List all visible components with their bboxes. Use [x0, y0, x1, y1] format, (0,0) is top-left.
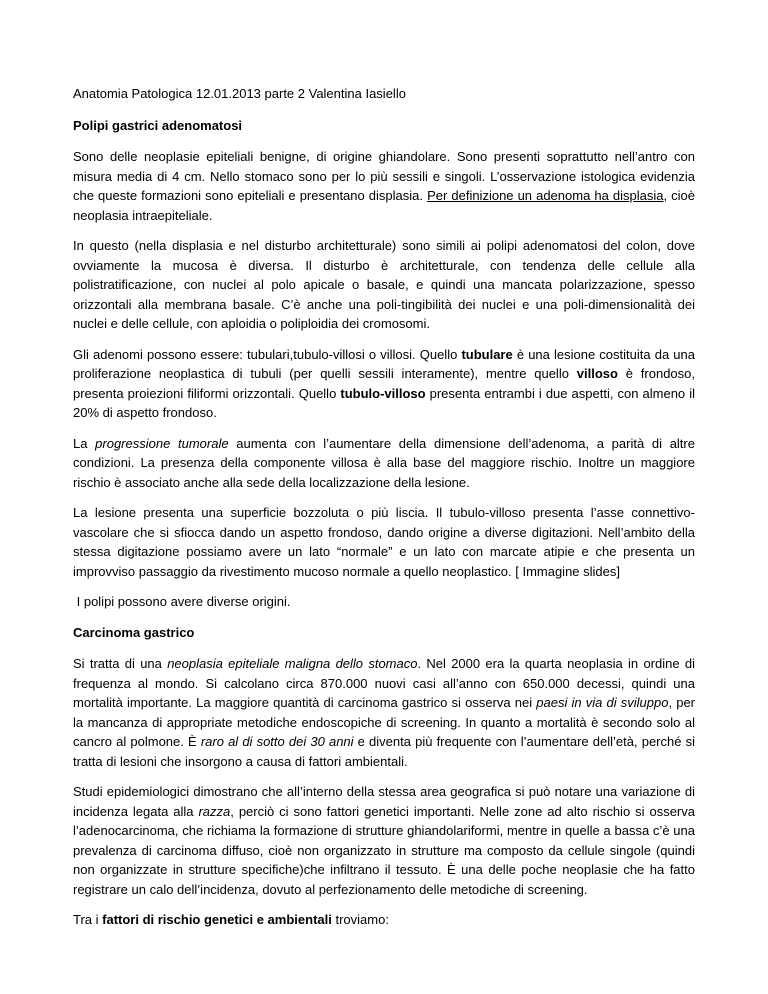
paragraph-fattori-rischio: Tra i fattori di rischio genetici e ambientali troviamo:: [73, 912, 389, 927]
paragraph-polipi-definition: Sono delle neoplasie epiteliali benigne, di origine ghiandolare. Sono presenti soprattutto nell’antro con misura media di 4 cm. Nello stomaco sono per lo più sessili e singoli. L’osservazione istologica evidenzia che queste formazioni sono epiteliali e presentano displasia. Per definizione un adenoma ha displasia, cioè neoplasia intraepiteliale.: [73, 149, 696, 223]
underlined-definition: Per definizione un adenoma ha displasia: [427, 188, 664, 203]
term-villoso: villoso: [576, 366, 618, 381]
term-progressione-tumorale: progressione tumorale: [95, 435, 229, 451]
paragraph-carcinoma-intro: Si tratta di una neoplasia epiteliale maligna dello stomaco. Nel 2000 era la quarta neoplasia in ordine di frequenza al mondo. Si calcolano circa 870.000 nuovi casi all’anno con 650.000 decessi, quindi una mortalità importante. La maggiore quantità di carcinoma gastrico si osserva nei paesi in via di sviluppo, per la mancanza di appropriate metodiche endoscopiche di screening. In quanto a mortalità è secondo solo al cancro al polmone. È raro al di sotto dei 30 anni e diventa più frequente con l’aumentare dell’età, perché si tratta di lesioni che insorgono a causa di fattori ambientali.: [73, 656, 696, 769]
term-tubulare: tubulare: [461, 346, 513, 362]
paragraph-lesione: La lesione presenta una superficie bozzoluta o più liscia. Il tubulo-villoso presenta l’asse connettivo-vascolare che si sfiocca dando un aspetto frondoso, dando origine a diverse digitazioni. Nell’ambito della stessa digitazione possiamo avere un lato “normale” e un lato con marcate atipie e che presenta un improvviso passaggio da rivestimento mucoso normale a quello neoplastico. [ Immagine slides]: [73, 505, 695, 579]
section-heading-polipi: Polipi gastrici adenomatosi: [73, 117, 243, 133]
document-title: Anatomia Patologica 12.01.2013 parte 2 Valentina Iasiello: [73, 86, 406, 101]
paragraph-displasia: In questo (nella displasia e nel disturbo architetturale) sono simili ai polipi adenomatosi del colon, dove ovviamente la mucosa è diversa. Il disturbo è architetturale, con tendenza delle cellule alla polistratificazione, con nuclei al polo apicale o basale, e quindi una mancata polarizzazione, spesso orizzontali alla membrana basale. C’è anche una poli-tingibilità dei nuclei e una poli-dimensionalità dei nuclei e delle cellule, con aploidia o poliploidia dei cromosomi.: [73, 238, 695, 331]
term-raro-30-anni: raro al di sotto dei 30 anni: [200, 734, 354, 749]
term-fattori-rischio: fattori di rischio genetici e ambientali: [102, 912, 332, 927]
paragraph-epidemiologia: Studi epidemiologici dimostrano che all’interno della stessa area geografica si può notare una variazione di incidenza legata alla razza, perciò ci sono fattori genetici importanti. Nelle zone ad alto rischio si osserva l’adenocarcinoma, che richiama la formazione di strutture ghiandolariformi, mentre in quelle a bassa c’è una prevalenza di carcinoma diffuso, cioè non organizzato in strutture ma composto da cellule singole (quindi non organizzate in strutture specifiche)che infiltrano il tessuto. È una delle poche neoplasie che ha fatto registrare un calo dell’incidenza, dovuto al perfezionamento delle metodiche di screening.: [73, 784, 695, 897]
term-neoplasia-maligna: neoplasia epiteliale maligna dello stomaco: [167, 656, 418, 671]
term-paesi-sviluppo: paesi in via di sviluppo: [536, 695, 669, 710]
paragraph-adenomi-types: Gli adenomi possono essere: tubulari,tubulo-villosi o villosi. Quello tubulare è una lesione costituita da una proliferazione neoplastica di tubuli (per quelli sessili interamente), mentre quello villoso è frondoso, presenta proiezioni filiformi orizzontali. Quello tubulo-villoso presenta entrambi i due aspetti, con almeno il 20% di aspetto frondoso.: [73, 346, 695, 420]
paragraph-progressione: La progressione tumorale aumenta con l’aumentare della dimensione dell’adenoma, a parità di altre condizioni. La presenza della componente villosa è alla base del maggiore rischio. Inoltre un maggiore rischio è associato anche alla sede della localizzazione della lesione.: [73, 435, 695, 490]
term-tubulo-villoso: tubulo-villoso: [340, 385, 426, 401]
term-razza: razza: [198, 803, 231, 819]
document-body: [73, 84, 695, 941]
paragraph-polipi-origini: I polipi possono avere diverse origini.: [73, 594, 291, 609]
section-heading-carcinoma: Carcinoma gastrico: [73, 624, 195, 640]
